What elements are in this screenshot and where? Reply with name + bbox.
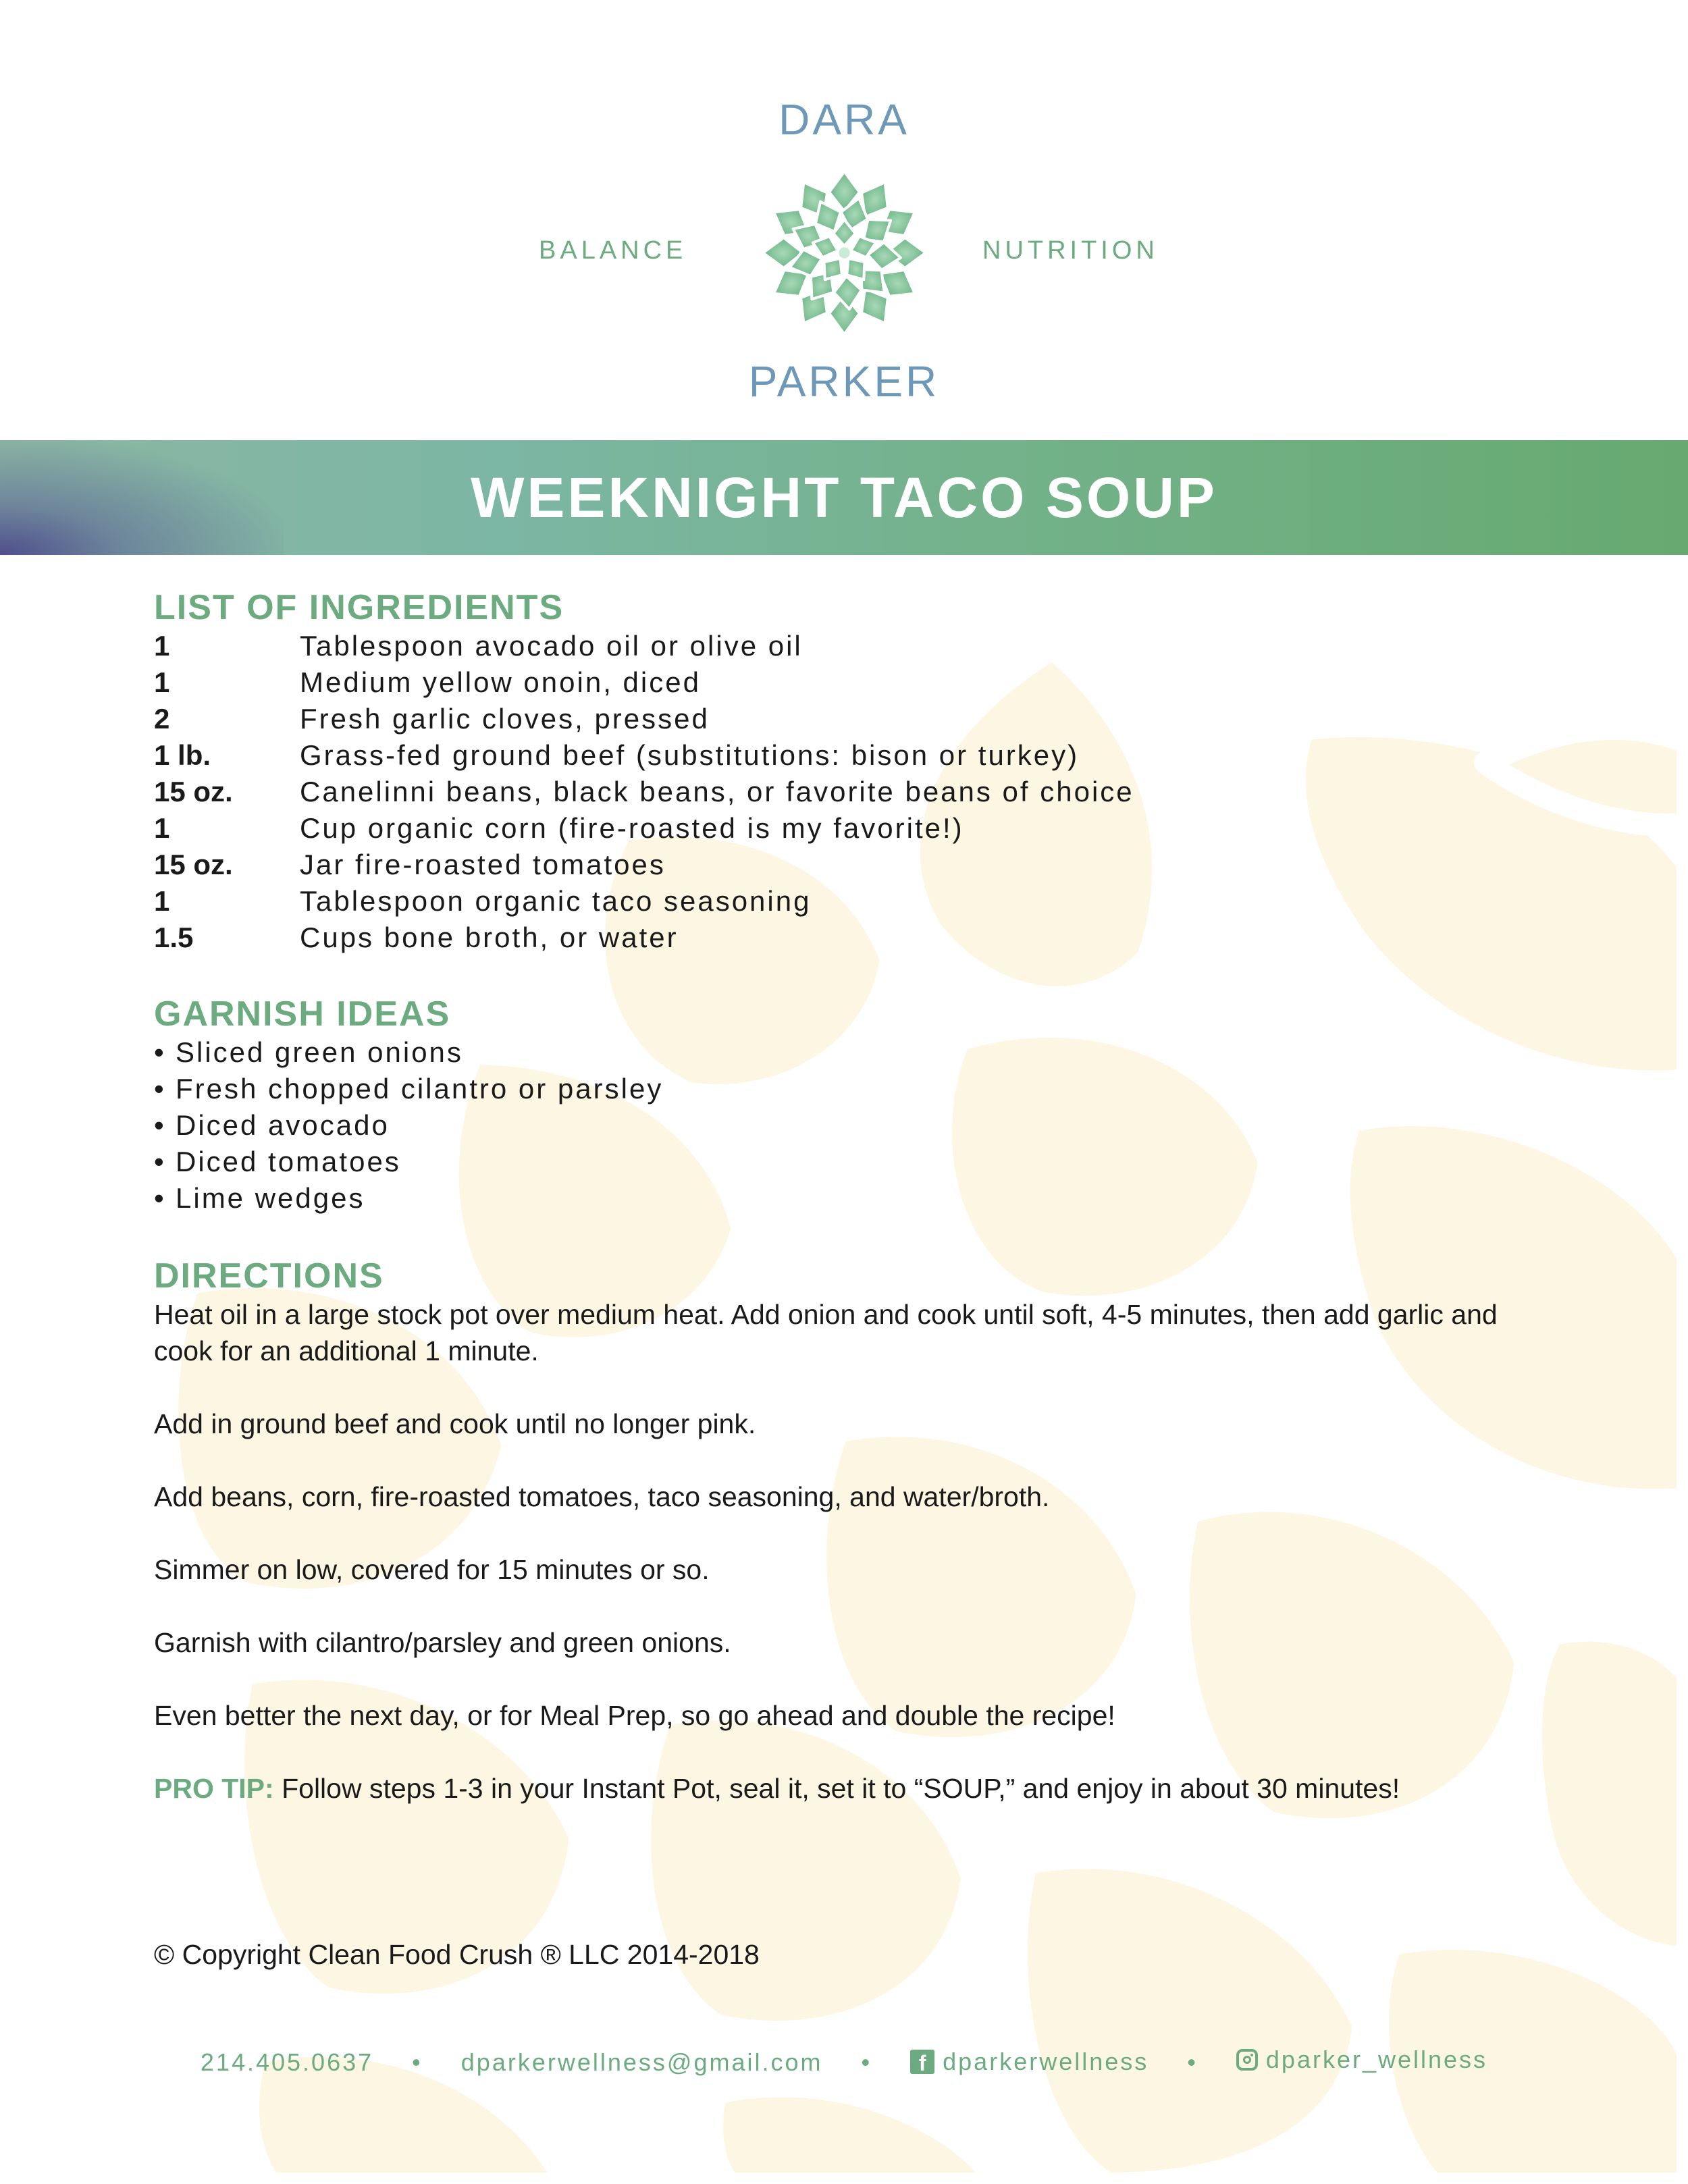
- bullet: •: [154, 1036, 166, 1068]
- instagram-icon: [1236, 2049, 1258, 2071]
- ingredient-quantity: 2: [154, 703, 170, 735]
- ingredient-name: Cup organic corn (fire-roasted is my favorite!): [300, 812, 964, 844]
- facebook-handle: dparkerwellness: [943, 2048, 1149, 2075]
- facebook-link[interactable]: [910, 2048, 1149, 2076]
- brand-name-top: DARA: [779, 95, 909, 144]
- garnish-item: Fresh chopped cilantro or parsley: [176, 1073, 664, 1104]
- ingredient-quantity: 1: [154, 812, 170, 844]
- direction-step: Heat oil in a large stock pot over medium heat. Add onion and cook until soft, 4-5 minutes, then add garlic and cook for an additional 1 minute.: [154, 1299, 1498, 1366]
- copyright-notice: © Copyright Clean Food Crush ® LLC 2014-2018: [154, 1939, 760, 1970]
- list-item: [154, 1180, 1167, 1217]
- direction-step: Garnish with cilantro/parsley and green onions.: [154, 1627, 731, 1658]
- garnish-list: [154, 1034, 1167, 1217]
- pro-tip: [154, 1770, 1545, 1807]
- ingredients-heading: LIST OF INGREDIENTS: [154, 588, 564, 627]
- ingredient-quantity: 15 oz.: [154, 776, 233, 807]
- ingredient-name: Fresh garlic cloves, pressed: [300, 703, 710, 735]
- ingredient-row: [154, 774, 1572, 810]
- list-item: [154, 1071, 1167, 1107]
- direction-step: Add in ground beef and cook until no longer pink.: [154, 1408, 756, 1439]
- garnish-heading: GARNISH IDEAS: [154, 994, 451, 1034]
- pro-tip-label: PRO TIP:: [154, 1773, 274, 1804]
- ingredient-row: [154, 664, 1572, 701]
- ingredient-name: Medium yellow onoin, diced: [300, 666, 701, 698]
- brand-tagline-right: NUTRITION: [982, 236, 1159, 265]
- phone-number[interactable]: 214.405.0637: [200, 2048, 374, 2076]
- ingredient-name: Jar fire-roasted tomatoes: [300, 849, 666, 880]
- ingredients-list: [154, 628, 1572, 956]
- ingredient-quantity: 1.5: [154, 922, 194, 953]
- ingredient-name: Canelinni beans, black beans, or favorite beans of choice: [300, 776, 1134, 807]
- ingredient-row: [154, 737, 1572, 774]
- bullet: •: [154, 1073, 166, 1104]
- instagram-link[interactable]: [1236, 2046, 1487, 2074]
- ingredient-quantity: 1: [154, 885, 170, 917]
- contact-footer: [0, 2046, 1688, 2077]
- ingredient-row: [154, 847, 1572, 883]
- directions-heading: DIRECTIONS: [154, 1256, 384, 1296]
- ingredient-name: Grass-fed ground beef (substitutions: bison or turkey): [300, 739, 1080, 771]
- direction-step: Simmer on low, covered for 15 minutes or so.: [154, 1554, 710, 1585]
- ingredient-row: [154, 883, 1572, 920]
- separator-dot: •: [412, 2048, 423, 2076]
- brand-tagline-left: BALANCE: [539, 236, 687, 265]
- directions-body: [154, 1296, 1545, 1843]
- list-item: [154, 1034, 1167, 1071]
- garnish-item: Diced avocado: [176, 1109, 390, 1141]
- ingredient-quantity: 1 lb.: [154, 739, 211, 771]
- ingredient-row: [154, 701, 1572, 737]
- bullet: •: [154, 1182, 166, 1214]
- email-link[interactable]: dparkerwellness@gmail.com: [460, 2048, 823, 2076]
- succulent-logo-icon: [762, 170, 927, 336]
- bullet: •: [154, 1109, 166, 1141]
- title-banner: [0, 440, 1688, 555]
- recipe-title: WEEKNIGHT TACO SOUP: [471, 466, 1217, 529]
- facebook-icon: f: [910, 2050, 934, 2074]
- separator-dot: •: [1187, 2048, 1198, 2076]
- direction-step: Add beans, corn, fire-roasted tomatoes, taco seasoning, and water/broth.: [154, 1481, 1050, 1512]
- ingredient-quantity: 1: [154, 630, 170, 662]
- ingredient-row: [154, 810, 1572, 847]
- garnish-item: Sliced green onions: [176, 1036, 463, 1068]
- ingredient-quantity: 1: [154, 666, 170, 698]
- separator-dot: •: [861, 2048, 872, 2076]
- list-item: [154, 1144, 1167, 1180]
- brand-name-bottom: PARKER: [748, 357, 940, 406]
- ingredient-quantity: 15 oz.: [154, 849, 233, 880]
- garnish-item: Lime wedges: [176, 1182, 365, 1214]
- bullet: •: [154, 1146, 166, 1177]
- list-item: [154, 1107, 1167, 1144]
- instagram-handle: dparker_wellness: [1265, 2046, 1488, 2073]
- ingredient-name: Tablespoon avocado oil or olive oil: [300, 630, 803, 662]
- ingredient-name: Cups bone broth, or water: [300, 922, 679, 953]
- direction-step: Even better the next day, or for Meal Prep, so go ahead and double the recipe!: [154, 1700, 1115, 1731]
- pro-tip-text: Follow steps 1-3 in your Instant Pot, seal it, set it to “SOUP,” and enjoy in about 30 minutes!: [282, 1773, 1400, 1804]
- ingredient-row: [154, 628, 1572, 664]
- garnish-item: Diced tomatoes: [176, 1146, 401, 1177]
- ingredient-row: [154, 920, 1572, 956]
- ingredient-name: Tablespoon organic taco seasoning: [300, 885, 812, 917]
